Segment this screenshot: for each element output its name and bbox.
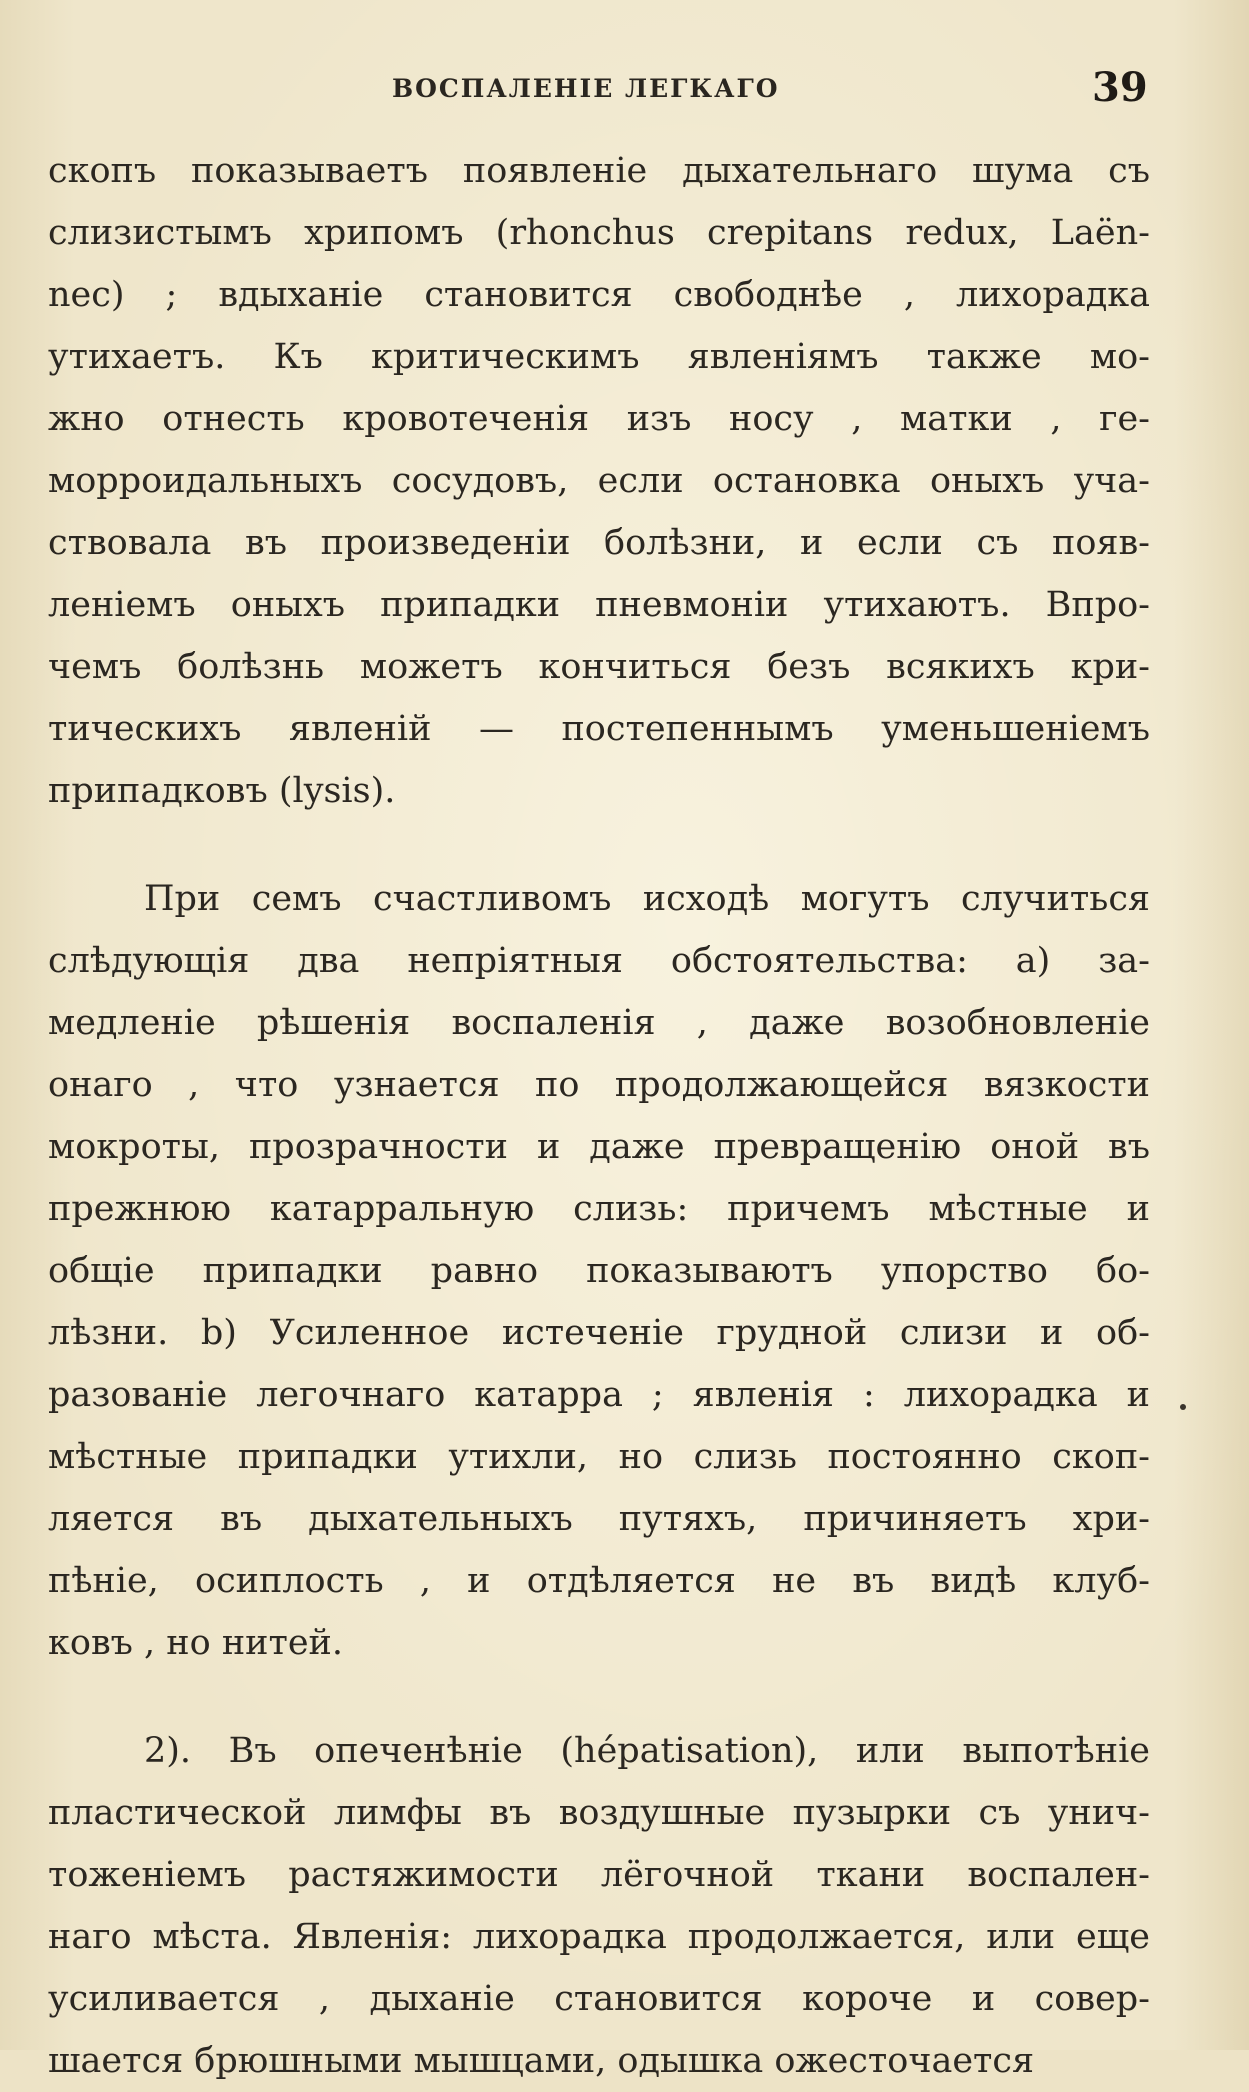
text-line: лѣзни. b) Усиленное истеченіе грудной слизи и об- [48,1313,1150,1353]
text-line: ковъ , но нитей. [48,1623,344,1663]
paragraph-critical-signs [48,140,1150,822]
text-line: nec) ; вдыханіе становится свободнѣе , лихорадка [48,275,1150,315]
text-line: усиливается , дыханіе становится короче и совер- [48,1979,1150,2019]
running-head [0,64,1249,124]
text-line: пластической лимфы въ воздушные пузырки съ унич- [48,1793,1150,1833]
text-line: слѣдующія два непріятныя обстоятельства: a) за- [48,941,1150,981]
text-line: пѣніе, осиплость , и отдѣляется не въ видѣ клуб- [48,1561,1150,1601]
text-line: медленіе рѣшенія воспаленія , даже возобновленіе [48,1003,1150,1043]
text-line: ляется въ дыхательныхъ путяхъ, причиняетъ хри- [48,1499,1150,1539]
text-line: леніемъ оныхъ припадки пневмоніи утихаютъ. Впро- [48,585,1150,625]
text-line: жно отнесть кровотеченія изъ носу , матки , ге- [48,399,1150,439]
text-line: чемъ болѣзнь можетъ кончиться безъ всякихъ кри- [48,647,1150,687]
text-line: тическихъ явленій — постепеннымъ уменьшеніемъ [48,709,1150,749]
text-line: шается брюшными мышцами, одышка ожесточается [48,2041,1035,2081]
text-line: мокроты, прозрачности и даже превращенію оной въ [48,1127,1150,1167]
text-line: тоженіемъ растяжимости лёгочной ткани воспален- [48,1855,1150,1895]
text-line: морроидальныхъ сосудовъ, если остановка оныхъ уча- [48,461,1150,501]
text-line: разованіе легочнаго катарра ; явленія : лихорадка и [48,1375,1150,1415]
paragraph-hepatisation [48,1720,1150,2092]
running-title: ВОСПАЛЕНІЕ ЛЕГКАГО [392,74,780,103]
text-line: 2). Въ опеченѣніе (hépatisation), или выпотѣніе [144,1731,1150,1771]
text-line: мѣстные припадки утихли, но слизь постоянно скоп- [48,1437,1150,1477]
text-line: прежнюю катарральную слизь: причемъ мѣстные и [48,1189,1150,1229]
text-line: припадковъ (lysis). [48,771,396,811]
body-text [48,140,1150,2092]
text-line: скопъ показываетъ появленіе дыхательнаго шума съ [48,151,1150,191]
paragraph-favourable-outcome [48,868,1150,1674]
page-number: 39 [1092,64,1148,111]
text-line: наго мѣста. Явленія: лихорадка продолжается, или еще [48,1917,1150,1957]
text-line: онаго , что узнается по продолжающейся вязкости [48,1065,1150,1105]
text-line: ствовала въ произведеніи болѣзни, и если съ появ- [48,523,1150,563]
margin-speck [1180,1404,1186,1410]
text-line: общіе припадки равно показываютъ упорство бо- [48,1251,1150,1291]
text-line: слизистымъ хрипомъ (rhonchus crepitans redux, Laën- [48,213,1150,253]
text-line: При семъ счастливомъ исходѣ могутъ случиться [144,879,1150,919]
text-line: утихаетъ. Къ критическимъ явленіямъ также мо- [48,337,1150,377]
